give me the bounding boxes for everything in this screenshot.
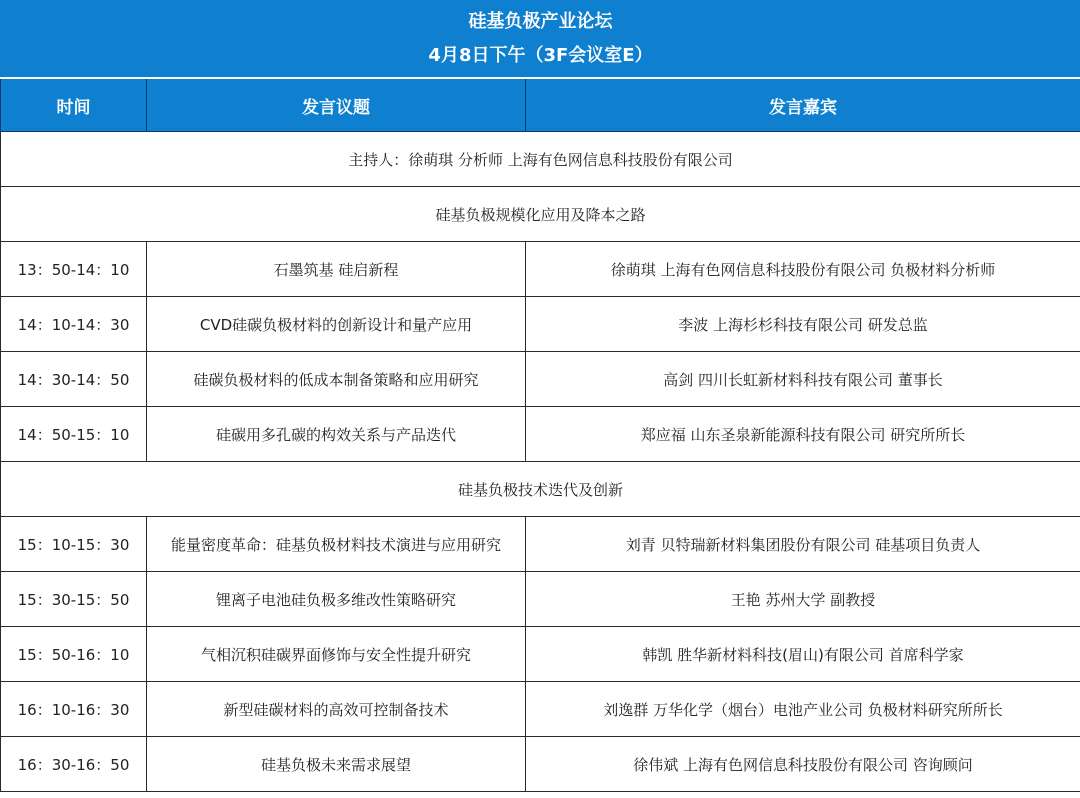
host-cell: 主持人：徐萌琪 分析师 上海有色网信息科技股份有限公司 xyxy=(1,132,1080,187)
topic-cell: 新型硅碳材料的高效可控制备技术 xyxy=(147,682,526,737)
time-cell: 13：50-14：10 xyxy=(1,242,147,297)
table-row xyxy=(1,682,1080,737)
section-row xyxy=(1,187,1080,242)
speaker-cell: 徐萌琪 上海有色网信息科技股份有限公司 负极材料分析师 xyxy=(526,242,1080,297)
table-row xyxy=(1,627,1080,682)
speaker-cell: 刘逸群 万华化学（烟台）电池产业公司 负极材料研究所所长 xyxy=(526,682,1080,737)
topic-cell: 硅基负极未来需求展望 xyxy=(147,737,526,792)
topic-cell: 能量密度革命：硅基负极材料技术演进与应用研究 xyxy=(147,517,526,572)
section-title: 硅基负极技术迭代及创新 xyxy=(1,462,1080,517)
section-row xyxy=(1,462,1080,517)
header-topic: 发言议题 xyxy=(147,78,526,132)
speaker-cell: 李波 上海杉杉科技有限公司 研发总监 xyxy=(526,297,1080,352)
table-row xyxy=(1,517,1080,572)
topic-cell: 硅碳用多孔碳的构效关系与产品迭代 xyxy=(147,407,526,462)
topic-cell: CVD硅碳负极材料的创新设计和量产应用 xyxy=(147,297,526,352)
speaker-cell: 郑应福 山东圣泉新能源科技有限公司 研究所所长 xyxy=(526,407,1080,462)
table-row xyxy=(1,737,1080,792)
topic-cell: 锂离子电池硅负极多维改性策略研究 xyxy=(147,572,526,627)
section-title: 硅基负极规模化应用及降本之路 xyxy=(1,187,1080,242)
table-row xyxy=(1,242,1080,297)
speaker-cell: 高剑 四川长虹新材料科技有限公司 董事长 xyxy=(526,352,1080,407)
table-row xyxy=(1,297,1080,352)
time-cell: 16：30-16：50 xyxy=(1,737,147,792)
forum-title-line1: 硅基负极产业论坛 xyxy=(468,11,613,32)
time-cell: 15：10-15：30 xyxy=(1,517,147,572)
topic-cell: 气相沉积硅碳界面修饰与安全性提升研究 xyxy=(147,627,526,682)
speaker-cell: 韩凯 胜华新材料科技(眉山)有限公司 首席科学家 xyxy=(526,627,1080,682)
forum-title xyxy=(1,1,1080,79)
header-time: 时间 xyxy=(1,78,147,132)
table-row xyxy=(1,407,1080,462)
speaker-cell: 刘青 贝特瑞新材料集团股份有限公司 硅基项目负责人 xyxy=(526,517,1080,572)
forum-title-line2: 4月8日下午（3F会议室E） xyxy=(428,45,653,66)
time-cell: 14：10-14：30 xyxy=(1,297,147,352)
time-cell: 15：50-16：10 xyxy=(1,627,147,682)
table-row xyxy=(1,572,1080,627)
table-row xyxy=(1,352,1080,407)
time-cell: 14：50-15：10 xyxy=(1,407,147,462)
header-speaker: 发言嘉宾 xyxy=(526,78,1080,132)
topic-cell: 石墨筑基 硅启新程 xyxy=(147,242,526,297)
time-cell: 14：30-14：50 xyxy=(1,352,147,407)
host-row xyxy=(1,132,1080,187)
column-header-row xyxy=(1,78,1080,132)
speaker-cell: 徐伟斌 上海有色网信息科技股份有限公司 咨询顾问 xyxy=(526,737,1080,792)
time-cell: 16：10-16：30 xyxy=(1,682,147,737)
time-cell: 15：30-15：50 xyxy=(1,572,147,627)
topic-cell: 硅碳负极材料的低成本制备策略和应用研究 xyxy=(147,352,526,407)
speaker-cell: 王艳 苏州大学 副教授 xyxy=(526,572,1080,627)
title-row xyxy=(1,1,1080,79)
